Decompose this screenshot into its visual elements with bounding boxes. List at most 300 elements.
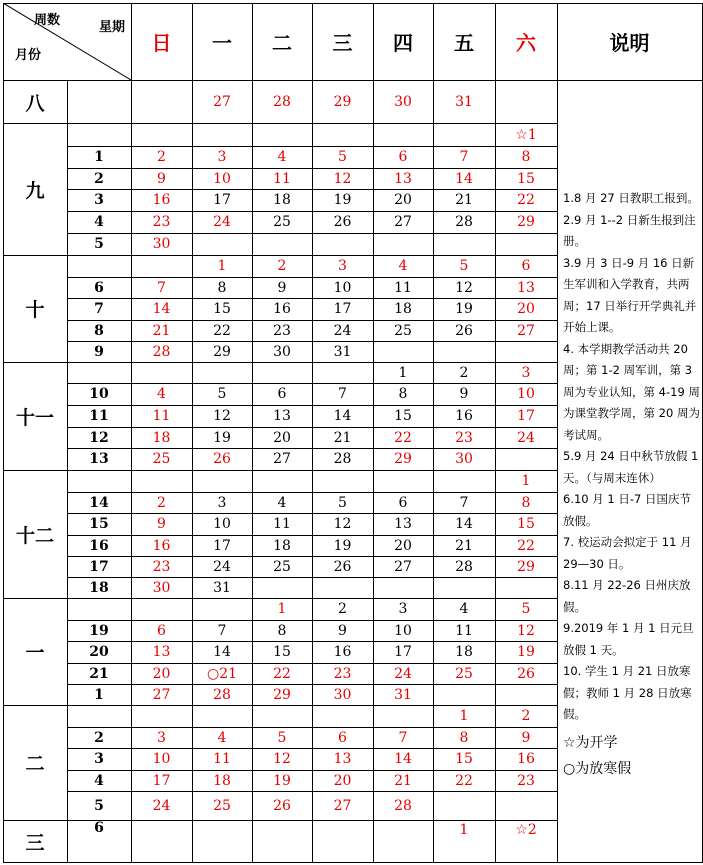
date-cell: 11 bbox=[273, 170, 291, 187]
date-cell: 4 bbox=[398, 258, 408, 274]
date-cell: 22 bbox=[455, 772, 473, 789]
note-item: 5.9 月 24 日中秋节放假 1 天。（与周末连休） bbox=[563, 449, 699, 485]
date-cell: 27 bbox=[213, 94, 231, 110]
date-cell: 20 bbox=[517, 301, 535, 317]
date-cell: 24 bbox=[333, 322, 352, 339]
date-cell: 30 bbox=[273, 343, 291, 360]
date-cell: 12 bbox=[273, 751, 291, 767]
month-label: 十二 bbox=[15, 524, 54, 547]
week-number: 19 bbox=[89, 622, 109, 639]
date-cell: 15 bbox=[517, 516, 535, 532]
date-cell: 27 bbox=[517, 322, 535, 339]
date-cell: 11 bbox=[394, 279, 412, 296]
date-cell bbox=[495, 341, 557, 362]
date-cell: 12 bbox=[333, 516, 352, 532]
date-cell: 27 bbox=[394, 558, 412, 575]
date-cell: 15 bbox=[455, 751, 473, 767]
week-number: 4 bbox=[94, 772, 104, 789]
date-cell: 21 bbox=[152, 322, 171, 339]
date-cell: 13 bbox=[394, 516, 412, 532]
date-cell: 13 bbox=[394, 170, 412, 187]
weekday-header: 四 bbox=[393, 31, 413, 55]
week-number: 3 bbox=[94, 192, 104, 208]
date-cell bbox=[373, 470, 433, 492]
date-cell: 13 bbox=[273, 408, 291, 424]
date-cell: 3 bbox=[521, 364, 531, 381]
date-cell: 15 bbox=[394, 408, 412, 424]
date-cell: 21 bbox=[455, 537, 473, 554]
date-cell: 5 bbox=[521, 601, 531, 617]
date-cell: 1 bbox=[459, 708, 469, 724]
date-cell: 11 bbox=[152, 408, 171, 424]
week-number bbox=[67, 255, 131, 277]
date-cell: 16 bbox=[152, 192, 171, 208]
date-cell bbox=[131, 598, 192, 620]
date-cell bbox=[252, 233, 312, 255]
week-number: 17 bbox=[89, 558, 109, 575]
date-cell bbox=[192, 820, 252, 864]
week-number: 9 bbox=[94, 343, 104, 360]
date-cell bbox=[312, 123, 373, 146]
week-number: 6 bbox=[94, 279, 104, 296]
date-cell: 30 bbox=[455, 451, 473, 467]
date-cell: 28 bbox=[152, 343, 171, 360]
date-cell: 18 bbox=[213, 772, 231, 789]
date-cell: 17 bbox=[333, 301, 352, 317]
date-cell: 1 bbox=[459, 822, 469, 838]
date-cell: 30 bbox=[333, 686, 352, 703]
date-cell bbox=[373, 820, 433, 864]
date-cell: 14 bbox=[213, 644, 231, 660]
date-cell: 26 bbox=[273, 797, 291, 814]
week-number: 8 bbox=[94, 322, 104, 339]
date-cell: 24 bbox=[152, 797, 171, 814]
month-label: 一 bbox=[25, 642, 45, 664]
date-cell: 10 bbox=[333, 279, 352, 296]
week-number: 21 bbox=[89, 665, 109, 682]
date-cell bbox=[252, 577, 312, 598]
date-cell bbox=[312, 577, 373, 598]
date-cell: 22 bbox=[517, 192, 535, 208]
week-number: 1 bbox=[94, 149, 104, 165]
date-cell: 27 bbox=[273, 451, 291, 467]
weekday-header: 日 bbox=[151, 31, 172, 55]
date-cell: 8 bbox=[459, 729, 469, 746]
date-cell: 31 bbox=[213, 579, 231, 596]
date-cell: 18 bbox=[394, 301, 412, 317]
date-cell: 2 bbox=[157, 149, 166, 165]
week-number: 16 bbox=[89, 537, 109, 554]
date-cell bbox=[252, 705, 312, 727]
date-cell: 26 bbox=[333, 558, 352, 575]
date-cell bbox=[373, 577, 433, 598]
date-cell: 24 bbox=[517, 429, 535, 446]
date-cell bbox=[131, 255, 192, 277]
date-cell: 1 bbox=[277, 601, 287, 617]
date-cell: 9 bbox=[459, 386, 469, 402]
week-number bbox=[67, 470, 131, 492]
week-number: 3 bbox=[94, 751, 104, 767]
date-cell: 9 bbox=[338, 622, 347, 639]
date-cell: 20 bbox=[333, 772, 352, 789]
date-cell: 4 bbox=[459, 601, 469, 617]
date-cell: 11 bbox=[455, 622, 473, 639]
date-cell: 8 bbox=[398, 386, 408, 402]
date-cell: 26 bbox=[213, 451, 231, 467]
week-number: 15 bbox=[89, 516, 109, 532]
date-cell: 29 bbox=[333, 94, 352, 110]
month-label: 九 bbox=[25, 179, 45, 202]
date-cell: 14 bbox=[455, 516, 473, 532]
month-label: 十一 bbox=[15, 406, 54, 429]
date-cell: 27 bbox=[333, 797, 352, 814]
date-cell: 20 bbox=[394, 192, 412, 208]
date-cell: 8 bbox=[521, 494, 531, 511]
week-number: 5 bbox=[94, 797, 104, 814]
date-cell: 25 bbox=[152, 451, 171, 467]
date-cell: 3 bbox=[338, 258, 347, 274]
date-cell: 2 bbox=[338, 601, 347, 617]
note-item: 8.11 月 22-26 日州庆放假。 bbox=[563, 578, 691, 614]
date-cell: 2 bbox=[459, 364, 469, 381]
date-cell: 31 bbox=[333, 343, 352, 360]
date-cell: 9 bbox=[521, 729, 531, 746]
date-cell: 19 bbox=[273, 772, 291, 789]
date-cell: 23 bbox=[455, 429, 473, 446]
date-cell bbox=[312, 362, 373, 383]
date-cell: 4 bbox=[277, 149, 287, 165]
date-cell: 23 bbox=[152, 558, 171, 575]
date-cell: 29 bbox=[394, 451, 412, 467]
date-cell: 7 bbox=[398, 729, 408, 746]
date-cell bbox=[373, 341, 433, 362]
date-cell bbox=[252, 123, 312, 146]
date-cell: 11 bbox=[273, 516, 291, 532]
date-cell bbox=[131, 362, 192, 383]
date-cell: 3 bbox=[217, 149, 227, 165]
date-cell: 21 bbox=[394, 772, 412, 789]
date-cell bbox=[252, 820, 312, 864]
date-cell: 28 bbox=[273, 94, 291, 110]
day-column-line bbox=[557, 80, 558, 863]
date-cell bbox=[131, 705, 192, 727]
date-cell: 26 bbox=[517, 665, 535, 682]
date-cell bbox=[192, 470, 252, 492]
date-cell: 16 bbox=[517, 751, 535, 767]
date-cell: 22 bbox=[394, 429, 412, 446]
date-cell: 22 bbox=[517, 537, 535, 554]
date-cell: 9 bbox=[157, 170, 166, 187]
date-cell: 3 bbox=[157, 729, 166, 746]
date-cell: 9 bbox=[157, 516, 166, 532]
date-cell: 14 bbox=[333, 408, 352, 424]
date-cell bbox=[312, 705, 373, 727]
date-cell bbox=[495, 233, 557, 255]
header-column-line bbox=[557, 3, 558, 81]
date-cell: 24 bbox=[213, 214, 231, 230]
weekday-header: 一 bbox=[212, 31, 232, 55]
date-cell: 20 bbox=[152, 665, 171, 682]
date-cell: 16 bbox=[333, 644, 352, 660]
date-cell: 7 bbox=[217, 622, 227, 639]
date-cell: 4 bbox=[217, 729, 227, 746]
date-cell: 10 bbox=[152, 751, 171, 767]
date-cell: 3 bbox=[398, 601, 408, 617]
date-cell: 21 bbox=[333, 429, 352, 446]
month-label: 二 bbox=[25, 753, 45, 775]
date-cell: 16 bbox=[273, 301, 291, 317]
date-cell: ☆1 bbox=[515, 126, 537, 143]
notes-header: 说明 bbox=[609, 31, 650, 55]
date-cell: 27 bbox=[394, 214, 412, 230]
date-cell bbox=[373, 705, 433, 727]
week-number: 20 bbox=[89, 644, 109, 660]
date-cell bbox=[495, 684, 557, 705]
date-cell: 10 bbox=[213, 170, 231, 187]
week-number: 12 bbox=[89, 429, 109, 446]
date-cell bbox=[373, 233, 433, 255]
date-cell: 28 bbox=[213, 686, 231, 703]
week-number: 7 bbox=[94, 301, 104, 317]
week-number: 4 bbox=[94, 214, 104, 230]
date-cell bbox=[252, 470, 312, 492]
date-cell: 28 bbox=[455, 214, 473, 230]
date-cell: 21 bbox=[455, 192, 473, 208]
date-cell bbox=[252, 362, 312, 383]
date-cell: 3 bbox=[217, 494, 227, 511]
note-item: 10. 学生 1 月 21 日放寒假；教师 1 月 28 日放寒假。 bbox=[563, 664, 692, 721]
note-item: 3.9 月 3 日-9 月 16 日新生军训和入学教育，共两周；17 日举行开学典礼并开始上课。 bbox=[563, 255, 697, 334]
date-cell: 17 bbox=[213, 192, 231, 208]
date-cell bbox=[433, 577, 495, 598]
date-cell: 30 bbox=[152, 236, 171, 252]
date-cell: 20 bbox=[394, 537, 412, 554]
note-item: 4. 本学期教学活动共 20 周；第 1-2 周军训，第 3 周为专业认知，第 4-19 周为课堂教学周，第 20 周为考试周。 bbox=[563, 341, 700, 442]
date-cell: 25 bbox=[273, 214, 291, 230]
date-cell: 26 bbox=[333, 214, 352, 230]
date-cell: 14 bbox=[455, 170, 473, 187]
week-number: 13 bbox=[89, 451, 109, 467]
date-cell: 13 bbox=[333, 751, 352, 767]
date-cell: 19 bbox=[333, 537, 352, 554]
date-cell bbox=[192, 705, 252, 727]
date-cell bbox=[131, 820, 192, 864]
date-cell: 6 bbox=[338, 729, 347, 746]
date-cell: 31 bbox=[394, 686, 412, 703]
week-number bbox=[67, 362, 131, 383]
date-cell: 12 bbox=[213, 408, 231, 424]
date-cell: 25 bbox=[394, 322, 412, 339]
date-cell: 2 bbox=[277, 258, 287, 274]
date-cell: 15 bbox=[517, 170, 535, 187]
date-cell: 30 bbox=[394, 94, 412, 110]
date-cell: 23 bbox=[517, 772, 535, 789]
week-number: 2 bbox=[94, 729, 104, 746]
date-cell bbox=[312, 820, 373, 864]
date-cell bbox=[433, 470, 495, 492]
date-cell: 24 bbox=[213, 558, 231, 575]
date-cell: 29 bbox=[517, 214, 535, 230]
week-header-label: 周数 bbox=[33, 12, 60, 28]
date-cell: 6 bbox=[277, 386, 287, 402]
month-label: 三 bbox=[25, 831, 45, 854]
date-cell: 18 bbox=[273, 537, 291, 554]
date-cell: 19 bbox=[213, 429, 231, 446]
date-cell: 23 bbox=[152, 214, 171, 230]
date-cell: 8 bbox=[217, 279, 227, 296]
note-item: 7. 校运动会拟定于 11 月 29—30 日。 bbox=[563, 535, 692, 571]
date-cell bbox=[495, 448, 557, 470]
date-cell: 13 bbox=[152, 644, 171, 660]
date-cell: 6 bbox=[157, 622, 166, 639]
date-cell: 19 bbox=[333, 192, 352, 208]
week-number: 1 bbox=[94, 686, 104, 703]
date-cell: 25 bbox=[213, 797, 231, 814]
week-number: 18 bbox=[89, 579, 109, 596]
date-cell: 12 bbox=[455, 279, 473, 296]
date-cell bbox=[312, 233, 373, 255]
date-cell: 13 bbox=[517, 279, 535, 296]
month-header-label: 月份 bbox=[14, 47, 41, 63]
date-cell bbox=[433, 684, 495, 705]
date-cell: 7 bbox=[338, 386, 347, 402]
weekday-header: 二 bbox=[272, 31, 292, 55]
date-cell: 15 bbox=[213, 301, 231, 317]
week-number bbox=[67, 81, 131, 123]
date-cell: 28 bbox=[333, 451, 352, 467]
week-number: 10 bbox=[89, 386, 109, 402]
date-cell: 5 bbox=[459, 258, 469, 274]
date-cell bbox=[433, 341, 495, 362]
date-cell: 4 bbox=[157, 386, 166, 402]
date-cell: 29 bbox=[517, 558, 535, 575]
date-cell bbox=[433, 123, 495, 146]
date-cell: 5 bbox=[338, 149, 347, 165]
date-cell: 9 bbox=[277, 279, 287, 296]
date-cell: 1 bbox=[398, 364, 408, 381]
date-cell: ☆2 bbox=[515, 822, 537, 838]
date-cell: 5 bbox=[217, 386, 227, 402]
date-cell: 20 bbox=[273, 429, 291, 446]
date-cell: 18 bbox=[273, 192, 291, 208]
legend-item: ○为放寒假 bbox=[563, 760, 632, 777]
date-cell bbox=[495, 577, 557, 598]
note-item: 9.2019 年 1 月 1 日元旦放假 1 天。 bbox=[563, 621, 694, 657]
date-cell: 8 bbox=[277, 622, 287, 639]
date-cell: 23 bbox=[273, 322, 291, 339]
note-item: 2.9 月 1--2 日新生报到注册。 bbox=[563, 212, 696, 248]
date-cell: 7 bbox=[459, 494, 469, 511]
date-cell: 17 bbox=[213, 537, 231, 554]
date-cell: 5 bbox=[277, 729, 287, 746]
date-cell: 28 bbox=[455, 558, 473, 575]
week-number: 6 bbox=[94, 820, 104, 836]
date-cell bbox=[433, 791, 495, 820]
date-cell: 17 bbox=[517, 408, 535, 424]
date-cell: 22 bbox=[213, 322, 231, 339]
date-cell: 16 bbox=[455, 408, 473, 424]
date-cell: 2 bbox=[521, 708, 531, 724]
date-cell: 10 bbox=[517, 386, 535, 402]
date-cell: 29 bbox=[213, 343, 231, 360]
date-cell: 8 bbox=[521, 149, 531, 165]
date-cell: 6 bbox=[398, 149, 408, 165]
date-cell: 15 bbox=[273, 644, 291, 660]
date-cell: 7 bbox=[459, 149, 469, 165]
note-item: 1.8 月 27 日教职工报到。 bbox=[563, 191, 699, 205]
date-cell: 10 bbox=[394, 622, 412, 639]
date-cell: 5 bbox=[338, 494, 347, 511]
date-cell: 12 bbox=[517, 622, 535, 639]
date-cell: 1 bbox=[217, 258, 227, 274]
date-cell: 1 bbox=[521, 473, 531, 489]
date-cell: 25 bbox=[273, 558, 291, 575]
date-cell: 18 bbox=[455, 644, 473, 660]
week-number: 2 bbox=[94, 170, 104, 187]
date-cell: 11 bbox=[213, 751, 231, 767]
date-cell: 31 bbox=[455, 94, 473, 110]
date-cell bbox=[192, 123, 252, 146]
date-cell: 7 bbox=[157, 279, 166, 296]
weekday-header-label: 星期 bbox=[98, 19, 125, 35]
date-cell bbox=[495, 81, 557, 123]
month-label: 八 bbox=[25, 92, 45, 115]
date-cell: 26 bbox=[455, 322, 473, 339]
date-cell: 4 bbox=[277, 494, 287, 511]
date-cell: 14 bbox=[152, 301, 171, 317]
date-cell: 24 bbox=[394, 665, 412, 682]
week-number: 5 bbox=[94, 236, 104, 252]
date-cell bbox=[131, 470, 192, 492]
week-number bbox=[67, 705, 131, 727]
date-cell bbox=[131, 81, 192, 123]
date-cell: 10 bbox=[213, 516, 231, 532]
date-cell: 29 bbox=[273, 686, 291, 703]
date-cell: 22 bbox=[273, 665, 291, 682]
date-cell bbox=[433, 233, 495, 255]
date-cell: 23 bbox=[333, 665, 352, 682]
notes-panel bbox=[563, 188, 701, 782]
date-cell: ○21 bbox=[206, 665, 238, 682]
legend-item: ☆为开学 bbox=[563, 734, 618, 751]
week-number: 11 bbox=[89, 408, 109, 424]
date-cell: 19 bbox=[455, 301, 473, 317]
date-cell bbox=[192, 362, 252, 383]
date-cell: 6 bbox=[521, 258, 531, 274]
date-cell bbox=[312, 470, 373, 492]
date-cell: 17 bbox=[152, 772, 171, 789]
weekday-header: 五 bbox=[454, 31, 474, 55]
date-cell: 12 bbox=[333, 170, 352, 187]
date-cell: 19 bbox=[517, 644, 535, 660]
week-number: 14 bbox=[89, 494, 109, 511]
date-cell: 6 bbox=[398, 494, 408, 511]
note-item: 6.10 月 1 日-7 日国庆节放假。 bbox=[563, 492, 692, 528]
week-number bbox=[67, 598, 131, 620]
date-cell: 16 bbox=[152, 537, 171, 554]
date-cell: 2 bbox=[157, 494, 166, 511]
date-cell bbox=[373, 123, 433, 146]
date-cell: 30 bbox=[152, 579, 171, 596]
date-cell bbox=[192, 233, 252, 255]
date-cell: 14 bbox=[394, 751, 412, 767]
weekday-header: 六 bbox=[516, 31, 536, 55]
date-cell: 28 bbox=[394, 797, 412, 814]
week-number bbox=[67, 123, 131, 146]
date-cell bbox=[131, 123, 192, 146]
date-cell: 18 bbox=[152, 429, 171, 446]
date-cell: 17 bbox=[394, 644, 412, 660]
